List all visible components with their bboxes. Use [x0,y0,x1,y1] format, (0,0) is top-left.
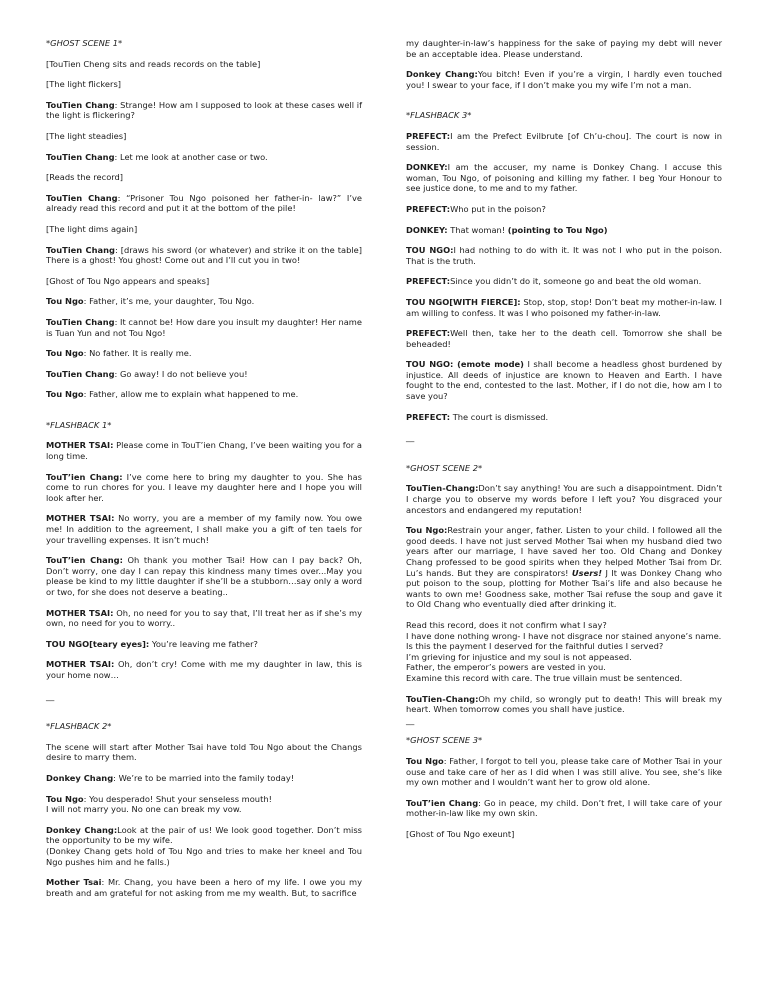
line-text: : Strange! How am I supposed to look at these cases well if the light is flickering? [46,99,363,121]
dialogue-line [46,317,362,338]
line-text: *FLASHBACK 2* [46,721,112,732]
scene-heading [46,721,362,732]
line-text: __ [46,690,55,701]
speaker-name: MOTHER TSAI: [46,440,114,451]
speaker-name: PREFECT: [406,411,451,422]
line-text: : Father, allow me to explain what happened to me. [83,389,299,400]
line-text: [The light dims again] [46,223,138,234]
speaker-name: Tou Ngo [46,296,84,307]
speaker-name: Mother Tsai [46,877,102,888]
dialogue-line [406,276,722,287]
scene-heading [406,735,722,746]
dialogue-line [46,245,362,266]
line-text: : We’re to be married into the family today! [113,772,295,783]
dialogue-line [406,359,722,401]
line-text: That woman! [447,224,508,235]
dialogue-line [406,798,722,819]
speaker-name: MOTHER TSAI: [46,659,115,670]
line-text: [The light flickers] [46,79,122,90]
dialogue-line [406,245,722,266]
line-text: [Ghost of Tou Ngo exeunt] [406,828,515,839]
stage-direction [406,620,722,684]
dialogue-line [406,756,722,788]
line-text: : No father. It is really me. [83,348,192,359]
line-text: __ [406,432,415,443]
line-text: *GHOST SCENE 1* [46,38,123,48]
dialogue-line [406,69,722,90]
line-text: : Go in peace, my child. Don’t fret, I will take care of your mother-in-law like my own skin. [406,797,722,819]
dialogue-line [46,825,362,867]
line-text: : It cannot be! How dare you insult my daughter! Her name is Tuan Yun and not Tou Ngo! [46,316,362,338]
dialogue-line [406,162,722,194]
line-text: Oh, don’t cry! Come with me my daughter in law, this is your home now… [46,659,362,680]
speaker-name: PREFECT: [406,328,451,339]
line-text: Stop, stop, stop! Don’t beat my mother-in-law. I am willing to confess. It was I who poisoned my father-in-law. [406,296,722,318]
speaker-name: TouT’ien Chang [406,797,479,808]
stage-direction [46,79,362,90]
line-text: [TouTien Cheng sits and reads records on the table] [46,58,261,69]
dialogue-line [46,773,362,784]
dialogue-line [46,877,362,898]
speaker-name: DONKEY: [406,224,448,235]
speaker-name: TOU NGO[teary eyes]: [46,638,150,649]
speaker-name: PREFECT: [406,203,451,214]
line-text: : Go away! I do not believe you! [114,368,248,379]
speaker-name: TouTien Chang [46,244,115,255]
scene-heading [46,38,362,49]
dialogue-line [406,412,722,423]
speaker-name: TOU NGO[WITH FIERCE]: [406,296,521,307]
dialogue-line [46,369,362,380]
speaker-name: Tou Ngo [46,348,84,359]
line-text: I am the accuser, my name is Donkey Chang. I accuse this woman, Tou Ngo, of poisoning and killing my father. I beg Your Honour to see justice done, to me and to my father. [406,162,722,194]
speaker-name: Tou Ngo [46,793,84,804]
dialogue-line [406,297,722,318]
dialogue-line [46,100,362,121]
line-text: Read this record, does it not confirm what I say? I have done nothing wrong- I have not disgrace nor stained anyone’s name. Is this the payment I deserved for the faithful duties I served? I’m grieving for injustice and my soul is not appeased. Father, the emperor’s powers are vested in you. Examine this record with care. The true villain must be sentenced. [406,619,722,683]
line-text: I’ve come here to bring my daughter to you. She has come to run chores for you. I leave my daughter here and I hope you will look after her. [46,471,362,503]
line-text: : [draws his sword (or whatever) and strike it on the table] There is a ghost! You ghost! Come out and I’ll cut you in two! [46,244,362,266]
line-text: : “Prisoner Tou Ngo poisoned her father-in- law?” I’ve already read this record and put it at the bottom of the pile! [46,192,362,214]
speaker-name: TouTien-Chang: [406,483,479,494]
line-text: [Reads the record] [46,172,124,183]
dialogue-line [406,694,722,726]
scene-heading [46,420,362,431]
speaker-name: TouTien-Chang: [406,693,479,704]
speaker-name: TouTien Chang [46,151,115,162]
line-text: : Father, I forgot to tell you, please take care of Mother Tsai in your ouse and take care of her as I did when I was still alive. You see, she’s like my own mother and I wouldn’t want her to grow old alone. [406,755,722,788]
line-text: J It was Donkey Chang who put poison to the soup, plotting for Mother Tsai’s life and also because he wants to own me! Goodness sake, mother Tsai refuse the soup and gave it to Old Chang who eventually died after drinking it. [406,567,722,610]
line-text: Restrain your anger, father. Listen to your child. I followed all the good deeds. I have not just served Mother Tsai when my husband died two years after our marriage, I have saved her too. Old Chang and Donkey Chang professed to be good spirits when they helped Mother Tsai from Dr. Lu’s hands. But they are conspirators! [406,525,722,578]
stage-direction [46,742,362,763]
speaker-name: PREFECT: [406,130,451,141]
line-text: Oh thank you mother Tsai! How can I pay back? Oh, Don’t worry, one day I can repay this kindness many times over...May you please be kind to my little daughter if she’ll be a stubborn…say only a word or two, for she does not deserve a beating.. [46,555,363,597]
speaker-name: Tou Ngo [46,389,84,400]
line-text: Oh my child, so wrongly put to death! This will break my heart. When tomorrow comes you shall have justice. __ [406,693,722,725]
line-text: my daughter-in-law’s happiness for the sake of paying my debt will never be an acceptable idea. Please understand. [406,38,722,59]
dialogue-line [406,328,722,349]
line-text: I shall become a headless ghost burdened by injustice. All deeds of injustice are known to Heaven and Earth. I have fought to the end, contested to the last. Mother, if I do not die, how am I to save you? [406,359,723,402]
line-text: *GHOST SCENE 3* [406,735,483,746]
dialogue-line [46,440,362,461]
dialogue-line [46,472,362,504]
line-text: : Mr. Chang, you have been a hero of my life. I owe you my breath and am grateful for not asking from me my wealth. But, to sacrifice [46,877,362,898]
line-text: You’re leaving me father? [149,638,258,649]
line-text: [The light steadies] [46,130,127,141]
left-column [46,38,362,908]
speaker-name: Tou Ngo [406,755,444,766]
dialogue-line [46,193,362,214]
line-text: : You desperado! Shut your senseless mouth! I will not marry you. No one can break my vow. [46,793,272,815]
dialogue-line [46,389,362,400]
stage-direction [406,38,722,59]
stage-direction [46,276,362,287]
line-text: Since you didn’t do it, someone go and beat the old woman. [450,276,702,287]
emphasis-text: (pointing to Tou Ngo) [507,224,608,235]
stage-direction [46,172,362,183]
line-text: *GHOST SCENE 2* [406,462,483,473]
dialogue-line [46,348,362,359]
dialogue-line [46,296,362,307]
line-text: *FLASHBACK 3* [406,110,472,121]
line-text: You bitch! Even if you’re a virgin, I hardly even touched you! I swear to your face, if I don’t make you my wife I’m not a man. [406,69,722,90]
speaker-name: TOU NGO: [406,245,454,256]
speaker-name: MOTHER TSAI: [46,513,115,524]
speaker-name: Donkey Chang [46,772,114,783]
line-text: [Ghost of Tou Ngo appears and speaks] [46,275,210,286]
speaker-name: TouTien Chang [46,368,115,379]
line-text: Don’t say anything! You are such a disappointment. Didn’t I charge you to observe my words before I left you? You disgraced your ancestors and endangered my reputation! [406,483,722,515]
stage-direction [46,224,362,235]
dialogue-line [46,608,362,629]
scene-heading [406,110,722,121]
dialogue-line [46,152,362,163]
speaker-name: DONKEY: [406,162,448,173]
line-text: Who put in the poison? [450,203,546,214]
speaker-name: TouTien Chang [46,316,115,327]
line-text: *FLASHBACK 1* [46,419,112,430]
dialogue-line [406,204,722,215]
stage-direction [46,691,362,702]
dialogue-line [46,555,362,597]
speaker-name: TouTien Chang [46,192,118,203]
stage-direction [46,131,362,142]
line-text: Please come in TouT’ien Chang, I’ve been waiting you for a long time. [46,440,362,462]
scene-heading [406,463,722,474]
speaker-name: TouTien Chang [46,99,115,110]
line-text: The court is dismissed. [450,411,549,422]
dialogue-line [406,225,722,236]
stage-direction [406,432,722,443]
speaker-name: TOU NGO: (emote mode) [406,359,524,370]
speaker-name: MOTHER TSAI: [46,607,114,618]
line-text: I had nothing to do with it. It was not I who put in the poison. That is the truth. [406,245,722,266]
emphasis-text: Users! [571,567,603,578]
right-column [406,38,722,849]
speaker-name: TouT’ien Chang: [46,555,123,566]
line-text: : Father, it’s me, your daughter, Tou Ngo. [83,296,255,307]
dialogue-line [46,794,362,815]
dialogue-line [406,483,722,515]
dialogue-line [406,525,722,610]
line-text: Well then, take her to the death cell. Tomorrow she shall be beheaded! [406,328,722,349]
dialogue-line [46,513,362,545]
dialogue-line [406,131,722,152]
speaker-name: Donkey Chang: [46,824,118,835]
stage-direction [406,829,722,840]
dialogue-line [46,639,362,650]
dialogue-line [46,659,362,680]
line-text: I am the Prefect Evilbrute [of Ch’u-chou]. The court is now in session. [406,130,722,152]
line-text: No worry, you are a member of my family now. You owe me! In addition to the agreement, I shall make you a gift of ten taels for your travelling expenses. It isn’t much! [46,513,362,545]
speaker-name: Donkey Chang: [406,69,478,80]
line-text: Look at the pair of us! We look good together. Don’t miss the opportunity to be my wife. (Donkey Chang gets hold of Tou Ngo and tries to make her kneel and Tou Ngo pushes him and he falls.) [46,824,362,867]
speaker-name: TouT’ien Chang: [46,471,123,482]
speaker-name: Tou Ngo: [406,525,448,536]
line-text: Oh, no need for you to say that, I’ll treat her as if she’s my own, no need for you to worry.. [46,607,362,629]
speaker-name: PREFECT: [406,276,451,287]
stage-direction [46,59,362,70]
line-text: : Let me look at another case or two. [114,151,268,162]
line-text: The scene will start after Mother Tsai have told Tou Ngo about the Changs desire to marry them. [46,741,362,763]
